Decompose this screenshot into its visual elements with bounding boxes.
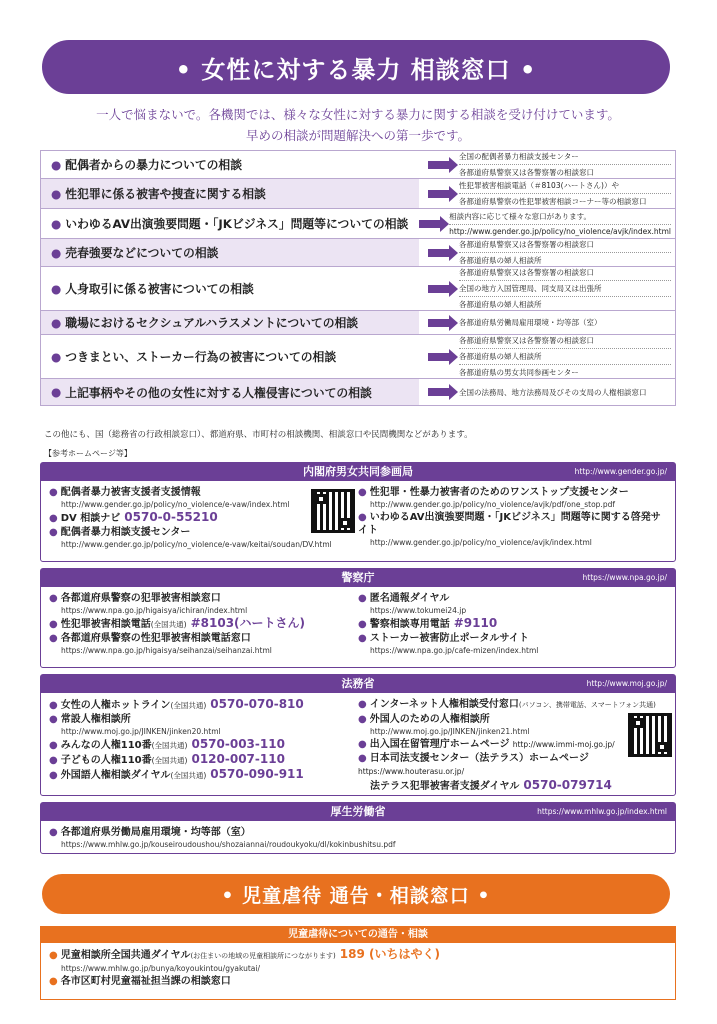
list-item: ● 匿名通報ダイヤル: [358, 593, 450, 604]
moj-title: 法務省: [341, 677, 375, 690]
cabinet-office-panel: [40, 462, 676, 562]
bullet-icon: ●: [51, 186, 62, 201]
police-panel: [40, 568, 676, 668]
list-item: ● 日本司法支援センター（法テラス）ホームページ https://www.houterasu.or.jp/: [358, 753, 589, 776]
note-text: この他にも、国（総務省の行政相談窓口）、都道府県、市町村の相談機関、相談窓口や民間機関などがあります。: [44, 430, 473, 440]
destination-line: 各都道府県警察又は各警察署の相談窓口: [459, 237, 671, 253]
destination-line: 各都道府県の婦人相談所: [459, 349, 671, 365]
consultation-label: ● 上記事柄やその他の女性に対する人権侵害についての相談: [41, 379, 419, 405]
consultation-destination: [449, 209, 675, 238]
arrow-right-icon: [428, 319, 450, 327]
cabinet-right-col: [358, 485, 667, 550]
phone-number[interactable]: 0570-070-810: [210, 697, 304, 711]
consultation-label: ● 性犯罪に係る被害や捜査に関する相談: [41, 179, 419, 208]
link[interactable]: http://www.gender.go.jp/policy/no_violence/avjk/index.html: [370, 538, 592, 547]
phone-number[interactable]: 189 (いちはやく): [339, 947, 440, 961]
list-item: ● 各市区町村児童福祉担当課の相談窓口: [49, 976, 231, 987]
moj-header: [41, 675, 675, 693]
link[interactable]: https://www.npa.go.jp/higaisya/ichiran/index.html: [61, 606, 248, 615]
link[interactable]: http://www.immi-moj.go.jp/: [512, 740, 615, 749]
list-item: ● 性犯罪被害相談電話(全国共通) #8103(ハートさん): [49, 616, 306, 630]
consultation-label: ● つきまとい、ストーカー行為の被害についての相談: [51, 349, 337, 364]
consultation-row: [41, 239, 675, 267]
destination-line: 全国の配偶者暴力相談支援センター: [459, 149, 671, 165]
phone-number[interactable]: 0120-007-110: [191, 752, 285, 766]
destination-line: 性犯罪被害相談電話（＃8103(ハートさん)）や: [459, 178, 671, 194]
bullet-icon: ●: [51, 216, 62, 231]
consultation-label: ● 人身取引に係る被害についての相談: [51, 281, 254, 296]
list-item: ● みんなの人権110番(全国共通) 0570-003-110: [49, 737, 285, 751]
list-item: ● ストーカー被害防止ポータルサイト: [358, 633, 529, 644]
list-item: ● 子どもの人権110番(全国共通) 0120-007-110: [49, 752, 285, 766]
list-item: ● 各都道府県警察の性犯罪被害相談電話窓口: [49, 633, 251, 644]
consultation-row: [41, 267, 675, 311]
destination-line: 各都道府県の婦人相談所: [459, 300, 542, 309]
link[interactable]: https://www.npa.go.jp/higaisya/seihanzai/seihanzai.html: [61, 646, 272, 655]
bullet-icon: ●: [51, 349, 62, 364]
destination-line: 各都道府県警察又は各警察署の相談窓口: [459, 265, 671, 281]
mhlw-header: [41, 803, 675, 821]
destination-line: 各都道府県警察又は各警察署の相談窓口: [459, 168, 594, 177]
arrow-right-icon: [419, 220, 441, 228]
bullet-icon: ●: [51, 157, 62, 172]
link[interactable]: https://www.mhlw.go.jp/kouseiroudoushou/shozaiannai/roudoukyoku/dl/kokinbushitsu.pdf: [61, 840, 396, 849]
link[interactable]: http://www.moj.go.jp/JINKEN/jinken21.html: [370, 727, 530, 736]
consultation-destination: [459, 379, 675, 405]
moj-left-col: [49, 697, 358, 794]
moj-panel: [40, 674, 676, 796]
list-item: ● 警察相談専用電話 #9110: [358, 616, 498, 630]
destination-line: 各都道府県警察の性犯罪被害相談コーナー等の相談窓口: [459, 197, 647, 206]
link[interactable]: https://www.npa.go.jp/cafe-mizen/index.html: [370, 646, 539, 655]
arrow-right-icon: [428, 285, 450, 293]
list-item: ● いわゆるAV出演強要問題・「JKビジネス」問題等に関する啓発サイト: [358, 512, 661, 536]
mhlw-url[interactable]: https://www.mhlw.go.jp/index.html: [537, 807, 667, 816]
consultation-destination: [459, 151, 675, 178]
list-item: ● 出入国在留管理庁ホームページ http://www.immi-moj.go.jp/: [358, 739, 615, 750]
consultation-label: ● いわゆるAV出演強要問題・「JKビジネス」問題等についての相談: [51, 216, 409, 231]
list-item: ● 児童相談所全国共通ダイヤル(お住まいの地域の児童相談所につながります) 189 (いちはやく): [49, 947, 440, 961]
qr-code-icon[interactable]: [628, 713, 672, 757]
consultation-row: [41, 151, 675, 179]
list-item: ● 外国人のための人権相談所: [358, 714, 490, 725]
list-item: ● 配偶者暴力被害支援者支援情報: [49, 487, 201, 498]
link[interactable]: https://www.mhlw.go.jp/bunya/koyoukintou/gyakutai/: [61, 964, 260, 973]
list-item: ● DV 相談ナビ 0570-0-55210: [49, 510, 218, 524]
arrow-right-icon: [428, 353, 450, 361]
police-right-col: [358, 591, 667, 656]
destination-line: 各都道府県の婦人相談所: [459, 256, 542, 265]
destination-line: 全国の地方入国管理局、同支局又は出張所: [459, 281, 671, 297]
consultation-row: [41, 209, 675, 239]
consultation-destination: [459, 335, 675, 378]
consultation-row: [41, 179, 675, 209]
bullet-icon: ●: [51, 385, 62, 399]
list-item: ● 性犯罪・性暴力被害者のためのワンストップ支援センター: [358, 487, 629, 498]
child-abuse-title: • 児童虐待 通告・相談窓口 •: [42, 874, 670, 914]
consultation-label: ● 売春強要などについての相談: [41, 239, 419, 266]
phone-number[interactable]: 0570-079714: [523, 778, 612, 792]
destination-line: 各都道府県警察又は各警察署の相談窓口: [459, 333, 671, 349]
child-abuse-panel: [40, 926, 676, 1000]
link[interactable]: https://www.tokumei24.jp: [370, 606, 467, 615]
bullet-icon: ●: [51, 315, 62, 330]
arrow-right-icon: [428, 161, 450, 169]
destination-line: 各都道府県の男女共同参画センター: [459, 368, 579, 377]
list-item: ● 各都道府県労働局雇用環境・均等部（室）: [49, 827, 251, 838]
consultation-table: [40, 150, 676, 406]
cabinet-office-title: 内閣府男女共同参画局: [303, 465, 413, 478]
destination-line: 全国の法務局、地方法務局及びその支局の人権相談窓口: [459, 387, 647, 397]
child-abuse-header: 児童虐待についての通告・相談: [41, 927, 675, 943]
intro-text: [40, 104, 676, 146]
arrow-right-icon: [428, 190, 450, 198]
police-url[interactable]: https://www.npa.go.jp/: [582, 573, 667, 582]
consultation-row: [41, 311, 675, 335]
link[interactable]: http://www.gender.go.jp/policy/no_violence/e-vaw/keitai/soudan/DV.html: [61, 540, 332, 549]
page-title: • 女性に対する暴力 相談窓口 •: [42, 40, 670, 94]
consultation-destination: [459, 311, 675, 334]
list-item: ● 配偶者暴力相談支援センター: [49, 527, 191, 538]
phone-number[interactable]: #9110: [453, 616, 498, 630]
list-item: ● 女性の人権ホットライン(全国共通) 0570-070-810: [49, 697, 304, 711]
bullet-icon: ●: [51, 245, 62, 260]
link[interactable]: https://www.houterasu.or.jp/: [358, 767, 465, 776]
list-item: ● 常設人権相談所: [49, 714, 131, 725]
phone-number[interactable]: 0570-0-55210: [124, 510, 218, 524]
consultation-destination: [459, 179, 675, 208]
phone-number[interactable]: #8103(ハートさん): [190, 616, 306, 630]
cabinet-left-col: [49, 485, 358, 550]
moj-right-col: [358, 697, 667, 794]
cabinet-office-url[interactable]: http://www.gender.go.jp/: [574, 467, 667, 476]
link[interactable]: http://www.moj.go.jp/JINKEN/jinken20.html: [61, 727, 221, 736]
mhlw-title: 厚生労働省: [330, 805, 386, 818]
reference-label: 【参考ホームページ等】: [44, 449, 132, 458]
mhlw-panel: [40, 802, 676, 854]
phone-number[interactable]: 0570-003-110: [191, 737, 285, 751]
link[interactable]: http://www.gender.go.jp/policy/no_violence/e-vaw/index.html: [61, 500, 290, 509]
arrow-right-icon: [428, 388, 450, 396]
intro-line-1: 一人で悩まないで。各機関では、様々な女性に対する暴力に関する相談を受け付けています。: [96, 107, 620, 122]
qr-code-icon[interactable]: [311, 489, 355, 533]
link[interactable]: http://www.gender.go.jp/policy/no_violence/avjk/pdf/one_stop.pdf: [370, 500, 615, 509]
police-title: 警察庁: [341, 571, 375, 584]
consultation-row: [41, 379, 675, 405]
moj-url[interactable]: http://www.moj.go.jp/: [586, 679, 667, 688]
destination-line[interactable]: http://www.gender.go.jp/policy/no_violence/avjk/index.html: [449, 227, 671, 236]
list-item: ● 各都道府県警察の犯罪被害相談窓口: [49, 593, 221, 604]
intro-line-2: 早めの相談が問題解決への第一歩です。: [245, 128, 470, 143]
consultation-label: ● 配偶者からの暴力についての相談: [51, 157, 243, 172]
consultation-row: [41, 335, 675, 379]
consultation-label: ● 職場におけるセクシュアルハラスメントについての相談: [41, 311, 419, 334]
police-header: [41, 569, 675, 587]
arrow-right-icon: [428, 249, 450, 257]
phone-number[interactable]: 0570-090-911: [210, 767, 304, 781]
cabinet-office-header: [41, 463, 675, 481]
list-item: ● インターネット人権相談受付窓口(パソコン、携帯電話、スマートフォン共通): [358, 699, 656, 710]
list-item: 法テラス犯罪被害者支援ダイヤル 0570-079714: [370, 778, 612, 792]
consultation-destination: [459, 267, 675, 310]
police-left-col: [49, 591, 358, 656]
bullet-icon: ●: [51, 281, 62, 296]
list-item: ● 外国語人権相談ダイヤル(全国共通) 0570-090-911: [49, 767, 304, 781]
destination-line: 相談内容に応じて様々な窓口があります。: [449, 209, 671, 225]
destination-line: 各都道府県労働局雇用環境・均等部（室）: [459, 318, 602, 327]
consultation-destination: [459, 239, 675, 266]
